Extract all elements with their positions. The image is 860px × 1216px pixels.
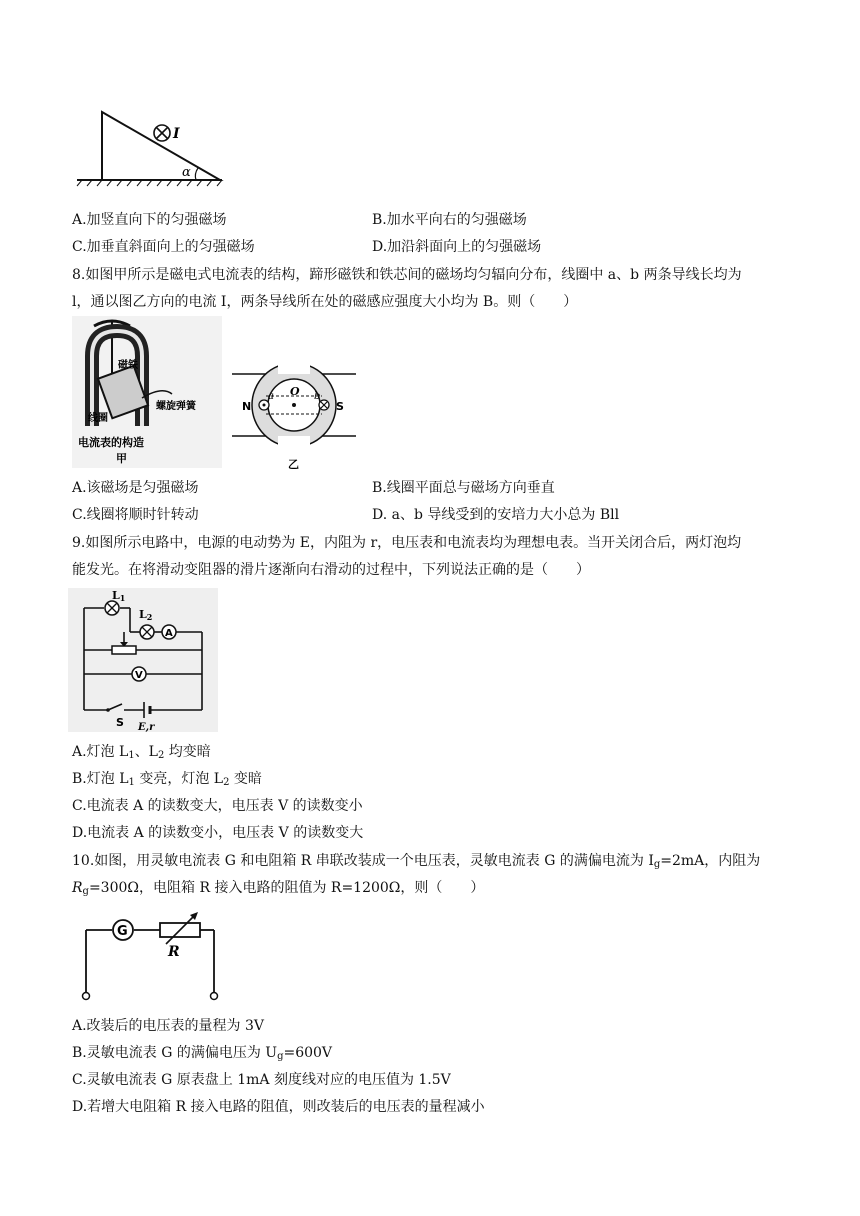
terminal-right bbox=[211, 993, 218, 1000]
q9-option-b[interactable]: B.灯泡 $L_1$ 变亮，灯泡 $L_2$ 变暗 bbox=[72, 771, 262, 788]
incline-triangle bbox=[102, 112, 220, 180]
q9-option-d[interactable]: D.电流表 A 的读数变小，电压表 V 的读数变大 bbox=[72, 825, 364, 841]
galvanometer-label: G bbox=[117, 924, 128, 939]
magnet-label: 磁铁 bbox=[118, 360, 138, 371]
q7-option-b[interactable]: B.加水平向右的匀强磁场 bbox=[372, 212, 527, 228]
q10-stem-line2: $R_g=300\Omega$，电阻箱 R 接入电路的阻值为 R=1200Ω，则（ ） bbox=[72, 880, 485, 897]
q8-option-a[interactable]: A.该磁场是匀强磁场 bbox=[72, 480, 199, 496]
center-o-label: O bbox=[290, 385, 300, 398]
q9-stem-line1: 9.如图所示电路中，电源的电动势为 E，内阻为 r，电压表和电流表均为理想电表。当开关闭合后，两灯泡均 bbox=[72, 535, 742, 551]
current-into-page-icon bbox=[154, 125, 170, 141]
q8-option-d[interactable]: D. a、b 导线受到的安培力大小总为 Bll bbox=[372, 507, 620, 523]
lamp-l2-icon bbox=[140, 625, 154, 639]
incline-figure bbox=[72, 108, 232, 188]
q8-stem-line1: 8.如图甲所示是磁电式电流表的结构，蹄形磁铁和铁芯间的磁场均匀辐向分布，线圈中 a、b 两条导线长均为 bbox=[72, 267, 742, 283]
radial-field-figure bbox=[228, 346, 360, 474]
wire-b-label: b bbox=[314, 391, 321, 402]
ammeter-icon bbox=[162, 625, 176, 639]
q7-option-d[interactable]: D.加沿斜面向上的匀强磁场 bbox=[372, 239, 542, 255]
q7-option-a[interactable]: A.加竖直向下的匀强磁场 bbox=[72, 212, 227, 228]
current-label: I bbox=[173, 126, 180, 142]
lamp-l1-icon bbox=[105, 601, 119, 615]
q8-option-b[interactable]: B.线圈平面总与磁场方向垂直 bbox=[372, 480, 555, 496]
q7-option-c[interactable]: C.加垂直斜面向上的匀强磁场 bbox=[72, 239, 255, 255]
pole-n-label: N bbox=[242, 400, 252, 413]
lamp-l2-label: L2 bbox=[139, 608, 153, 622]
q9-option-a[interactable]: A.灯泡 $L_1$、$L_2$ 均变暗 bbox=[72, 744, 211, 761]
figure-yi-label: 乙 bbox=[288, 458, 299, 471]
q10-option-b[interactable]: B.灵敏电流表 G 的满偏电压为 $U_g=600V$ bbox=[72, 1045, 333, 1062]
q10-option-a[interactable]: A.改装后的电压表的量程为 3V bbox=[72, 1018, 265, 1034]
voltmeter-icon bbox=[132, 667, 146, 681]
q10-option-d[interactable]: D.若增大电阻箱 R 接入电路的阻值，则改装后的电压表的量程减小 bbox=[72, 1099, 485, 1115]
q10-stem-line1: 10.如图，用灵敏电流表 G 和电阻箱 R 串联改装成一个电压表，灵敏电流表 G 的满偏电流为 $I_g=2mA$，内阻为 bbox=[72, 853, 761, 870]
circuit-figure-q9 bbox=[68, 588, 218, 732]
q9-stem-line2: 能发光。在将滑动变阻器的滑片逐渐向右滑动的过程中，下列说法正确的是（ ） bbox=[72, 562, 590, 578]
q8-stem-line2: l，通以图乙方向的电流 I，两条导线所在处的磁感应强度大小均为 B。则（ ） bbox=[72, 294, 578, 310]
q8-option-c[interactable]: C.线圈将顺时针转动 bbox=[72, 507, 199, 523]
angle-arc bbox=[195, 168, 198, 180]
ammeter-structure-figure bbox=[72, 316, 222, 468]
ammeter-label: A bbox=[165, 628, 173, 639]
voltmeter-label: V bbox=[135, 670, 143, 681]
current-into-page-icon bbox=[319, 400, 329, 410]
wire-a-label: a bbox=[268, 391, 274, 402]
resistance-label: R bbox=[168, 944, 180, 960]
lamp-l1-label: L1 bbox=[112, 589, 126, 603]
coil-label: 线圈 bbox=[88, 413, 108, 424]
terminal-left bbox=[83, 993, 90, 1000]
source-label: E,r bbox=[138, 722, 155, 732]
galvanometer-icon bbox=[113, 920, 133, 940]
switch-label: S bbox=[116, 716, 124, 729]
angle-label: α bbox=[182, 165, 191, 180]
structure-caption: 电流表的构造 bbox=[78, 436, 144, 449]
figure-jia-label: 甲 bbox=[116, 452, 127, 465]
pole-s-label: S bbox=[336, 400, 344, 413]
q10-option-c[interactable]: C.灵敏电流表 G 原表盘上 1mA 刻度线对应的电压值为 1.5V bbox=[72, 1072, 451, 1088]
spring-label: 螺旋弹簧 bbox=[156, 401, 196, 412]
rheostat bbox=[112, 646, 136, 654]
q9-option-c[interactable]: C.电流表 A 的读数变大，电压表 V 的读数变小 bbox=[72, 798, 363, 814]
circuit-figure-q10 bbox=[72, 908, 232, 1008]
